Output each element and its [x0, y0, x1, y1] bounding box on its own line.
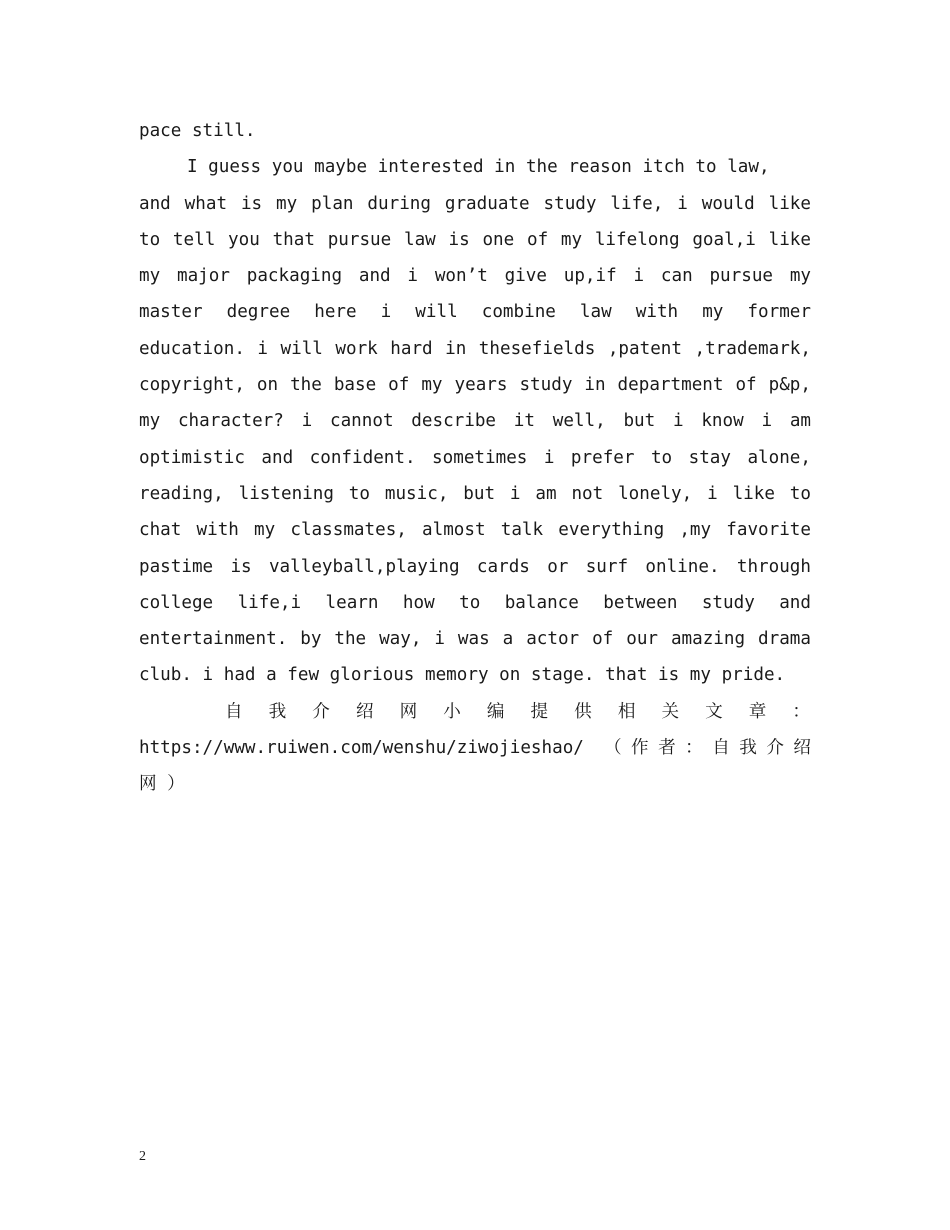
text-line: copyright, on the base of my years study in department of p&p, [139, 375, 811, 396]
page-number: 2 [139, 1149, 146, 1164]
text-line: pace still. [139, 121, 256, 141]
text-line: college life,i learn how to balance between study and [139, 592, 811, 613]
text-line: my major packaging and i won’t give up,if i can pursue my [139, 266, 811, 287]
text-line: education. i will work hard in thesefields ,patent ,trademark, [139, 338, 811, 359]
text-line: my character? i cannot describe it well, but i know i am [139, 411, 811, 432]
text-line: reading, listening to music, but i am not lonely, i like to [139, 483, 811, 504]
source-url-line: https://www.ruiwen.com/wenshu/ziwojieshao/ （作者：自我介绍 [139, 738, 811, 759]
text-line: club. i had a few glorious memory on stage. that is my pride. [139, 665, 786, 686]
paragraph-start-line: I guess you maybe interested in the reason itch to law, [187, 157, 770, 178]
text-line: to tell you that pursue law is one of my lifelong goal,i like [139, 229, 811, 250]
body-text [139, 113, 811, 803]
text-line: pastime is valleyball,playing cards or surf online. through [139, 556, 811, 577]
text-line: optimistic and confident. sometimes i prefer to stay alone, [139, 447, 811, 468]
source-note-line: 自 我 介 绍 网 小 编 提 供 相 关 文 章 ： [225, 701, 811, 722]
text-line: chat with my classmates, almost talk everything ,my favorite [139, 520, 811, 541]
text-line: entertainment. by the way, i was a actor of our amazing drama [139, 629, 811, 650]
text-line: and what is my plan during graduate study life, i would like [139, 193, 811, 214]
source-author-line: 网 ） [139, 774, 185, 795]
text-line: master degree here i will combine law with my former [139, 302, 811, 323]
